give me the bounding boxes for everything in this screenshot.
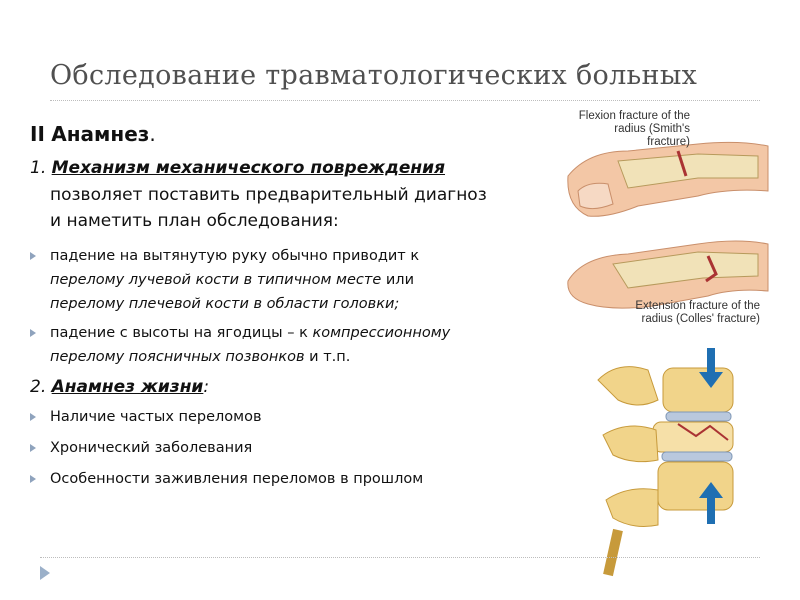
- item2-bullet1: Наличие частых переломов: [50, 409, 262, 425]
- bullet2-plain2: и т.п.: [304, 349, 351, 365]
- list-item: [30, 436, 550, 460]
- caption-extension-fracture: [622, 300, 760, 326]
- bullet1-line1: падение на вытянутую руку обычно приводит к: [50, 248, 420, 264]
- title-divider: [50, 100, 760, 101]
- bullet1-italic1: перелому лучевой кости в типичном месте: [50, 272, 382, 288]
- page-title: Обследование травматологических больных: [50, 60, 698, 91]
- item1-title: Механизм механического повреждения: [51, 158, 445, 178]
- item2-bullet3: Особенности заживления переломов в прошлом: [50, 471, 424, 487]
- item2-heading: [30, 377, 550, 397]
- item2-bullet-list: [30, 405, 550, 491]
- item1-desc-line2: и наметить план обследования:: [50, 211, 339, 231]
- bullet2-plain1: падение с высоты на ягодицы – к: [50, 325, 313, 341]
- main-content: [30, 122, 550, 499]
- footer-divider: [40, 557, 760, 558]
- spine-compression-illustration: [578, 340, 748, 580]
- section-numeral: II: [30, 122, 45, 146]
- bullet2-italic2: перелому поясничных позвонков: [50, 349, 305, 365]
- item1-bullet-list: [30, 244, 550, 369]
- item1-desc-line1: позволяет поставить предварительный диагноз: [50, 185, 487, 205]
- caption-flexion-fracture: [570, 110, 690, 149]
- list-item: [30, 321, 550, 369]
- bullet-triangle-icon: [30, 475, 36, 483]
- item2-colon: :: [203, 377, 210, 397]
- bullet1-line2: [50, 268, 550, 292]
- item1-heading: [30, 158, 550, 178]
- bullet1-line3: перелому плечевой кости в области головки;: [50, 296, 400, 312]
- caption-bottom-line2: radius (Colles' fracture): [641, 313, 760, 325]
- section-word: Анамнез: [51, 122, 150, 146]
- caption-top-line2: radius (Smith's fracture): [614, 123, 690, 148]
- list-item: [30, 405, 550, 429]
- bullet1-plain1: или: [381, 272, 414, 288]
- item1-description: [50, 182, 550, 234]
- slide-nav-triangle-icon[interactable]: [40, 566, 50, 580]
- list-item: [30, 467, 550, 491]
- section-heading: [30, 122, 550, 146]
- item1-number: 1.: [30, 158, 47, 178]
- bullet2-line2: [50, 345, 550, 369]
- item2-title: Анамнез жизни: [51, 377, 204, 397]
- bullet2-italic1: компрессионному: [312, 325, 451, 341]
- bullet-triangle-icon: [30, 252, 36, 260]
- caption-bottom-line1: Extension fracture of the: [635, 300, 760, 312]
- bullet-triangle-icon: [30, 413, 36, 421]
- list-item: [30, 244, 550, 316]
- bullet-triangle-icon: [30, 444, 36, 452]
- caption-top-line1: Flexion fracture of the: [578, 110, 690, 122]
- item2-number: 2.: [30, 377, 47, 397]
- section-dot: .: [149, 122, 156, 146]
- item2-bullet2: Хронический заболевания: [50, 440, 253, 456]
- bullet-triangle-icon: [30, 329, 36, 337]
- bullet2-line1: [50, 321, 550, 345]
